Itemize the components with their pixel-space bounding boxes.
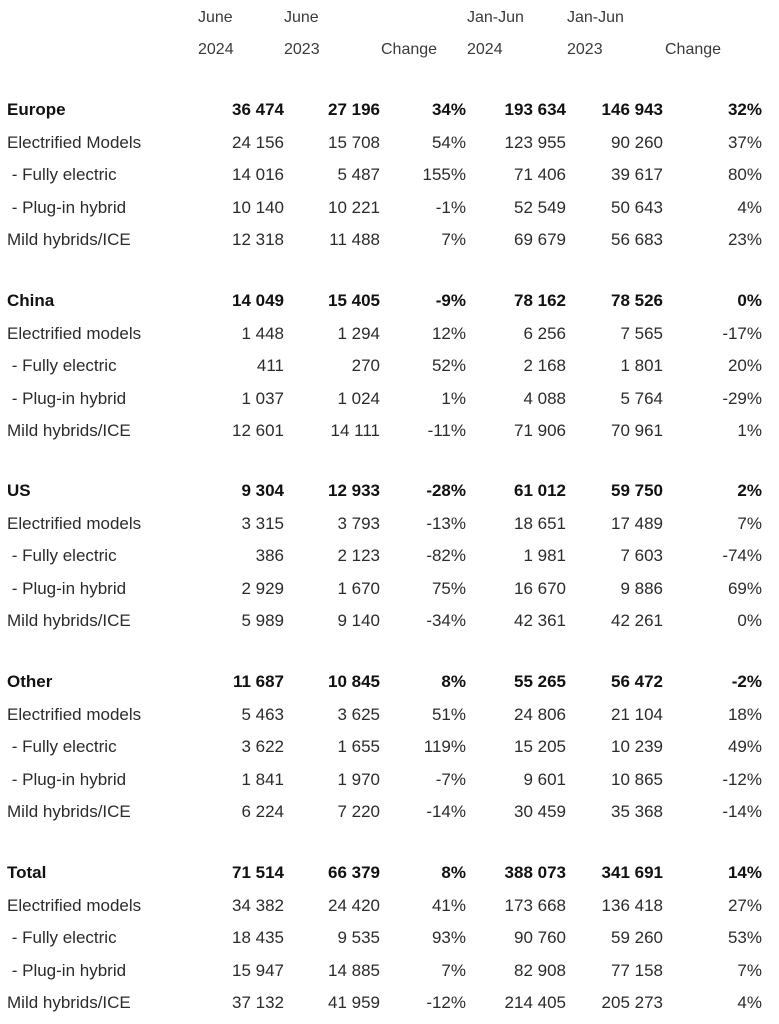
cell-june-2024: 1 037 bbox=[241, 388, 284, 408]
cell-june-2023: 1 670 bbox=[337, 578, 380, 598]
cell-june-2024: 3 315 bbox=[241, 513, 284, 533]
cell-janjun-2024: 82 908 bbox=[514, 960, 566, 980]
cell-janjun-2024: 16 670 bbox=[514, 578, 566, 598]
cell-june-2023: 1 655 bbox=[337, 737, 380, 757]
table-row bbox=[0, 98, 779, 122]
cell-june-2024: 24 156 bbox=[232, 132, 284, 152]
cell-janjun-2023: 5 764 bbox=[620, 388, 663, 408]
table-row bbox=[0, 479, 779, 503]
row-label: - Plug-in hybrid bbox=[7, 769, 127, 789]
row-label: US bbox=[7, 481, 31, 500]
row-label: Mild hybrids/ICE bbox=[7, 421, 131, 441]
cell-janjun-2024: 6 256 bbox=[523, 323, 566, 343]
header-janjun-2024-line1: Jan-Jun bbox=[467, 9, 524, 26]
cell-janjun-2023: 10 239 bbox=[611, 737, 663, 757]
cell-june-2024: 5 463 bbox=[241, 704, 284, 724]
cell-june-2024: 11 687 bbox=[232, 672, 284, 691]
cell-june-2023: 9 535 bbox=[337, 928, 380, 948]
row-label: China bbox=[7, 291, 55, 310]
table-row bbox=[0, 289, 779, 313]
cell-june-2023: 10 845 bbox=[328, 672, 380, 691]
row-label: - Fully electric bbox=[7, 928, 117, 948]
cell-june-2024: 12 601 bbox=[232, 421, 284, 441]
cell-janjun-change: 20% bbox=[727, 356, 762, 376]
cell-june-change: 75% bbox=[431, 578, 466, 598]
cell-june-change: 8% bbox=[441, 863, 466, 882]
cell-june-2023: 270 bbox=[351, 356, 380, 376]
header-janjun-2023-line1: Jan-Jun bbox=[567, 9, 624, 26]
header-janjun-change: Change bbox=[665, 41, 722, 58]
row-label: - Fully electric bbox=[7, 546, 117, 566]
cell-june-2023: 27 196 bbox=[328, 100, 380, 119]
header-janjun-2023-line2: 2023 bbox=[567, 41, 603, 58]
cell-june-2024: 12 318 bbox=[232, 230, 284, 250]
cell-janjun-2024: 9 601 bbox=[523, 769, 566, 789]
cell-june-change: 93% bbox=[431, 928, 466, 948]
table-row bbox=[0, 354, 779, 378]
table-row bbox=[0, 228, 779, 252]
cell-june-2024: 6 224 bbox=[241, 802, 284, 822]
header-june-change: Change bbox=[381, 41, 438, 58]
cell-janjun-2023: 59 260 bbox=[611, 928, 663, 948]
cell-june-2023: 9 140 bbox=[337, 611, 380, 631]
cell-janjun-2024: 214 405 bbox=[504, 993, 566, 1013]
table-row bbox=[0, 894, 779, 918]
cell-janjun-change: 23% bbox=[727, 230, 762, 250]
cell-june-2023: 10 221 bbox=[328, 197, 380, 217]
cell-june-2024: 34 382 bbox=[232, 895, 284, 915]
table-row bbox=[0, 800, 779, 824]
cell-janjun-change: 53% bbox=[727, 928, 762, 948]
cell-june-2023: 2 123 bbox=[337, 546, 380, 566]
cell-janjun-2024: 388 073 bbox=[504, 863, 566, 882]
cell-june-2023: 24 420 bbox=[328, 895, 380, 915]
cell-janjun-2024: 15 205 bbox=[514, 737, 566, 757]
row-label: Europe bbox=[7, 100, 66, 119]
cell-janjun-2024: 71 906 bbox=[514, 421, 566, 441]
header-june-2024-line1: June bbox=[198, 9, 233, 26]
cell-janjun-change: -12% bbox=[722, 769, 762, 789]
cell-june-change: -34% bbox=[426, 611, 466, 631]
cell-june-2024: 1 448 bbox=[241, 323, 284, 343]
cell-janjun-2023: 59 750 bbox=[611, 481, 663, 500]
table-row bbox=[0, 387, 779, 411]
cell-janjun-change: 37% bbox=[727, 132, 762, 152]
row-label: Electrified models bbox=[7, 513, 142, 533]
cell-june-2023: 7 220 bbox=[337, 802, 380, 822]
cell-june-change: -82% bbox=[426, 546, 466, 566]
cell-june-2024: 5 989 bbox=[241, 611, 284, 631]
cell-janjun-change: 32% bbox=[727, 100, 762, 119]
table-row bbox=[0, 735, 779, 759]
cell-janjun-change: 49% bbox=[727, 737, 762, 757]
cell-janjun-change: 1% bbox=[737, 421, 762, 441]
cell-janjun-change: 7% bbox=[737, 960, 762, 980]
row-label: Electrified Models bbox=[7, 132, 142, 152]
cell-june-2023: 41 959 bbox=[328, 993, 380, 1013]
cell-june-2023: 1 970 bbox=[337, 769, 380, 789]
cell-june-2023: 14 885 bbox=[328, 960, 380, 980]
cell-janjun-2023: 56 472 bbox=[611, 672, 663, 691]
cell-janjun-2024: 173 668 bbox=[504, 895, 566, 915]
cell-janjun-2023: 10 865 bbox=[611, 769, 663, 789]
cell-june-change: -1% bbox=[435, 197, 466, 217]
cell-june-2024: 14 016 bbox=[232, 165, 284, 185]
cell-janjun-2024: 24 806 bbox=[514, 704, 566, 724]
cell-janjun-2024: 4 088 bbox=[523, 388, 566, 408]
cell-june-2024: 9 304 bbox=[241, 481, 284, 500]
cell-june-change: -13% bbox=[426, 513, 466, 533]
cell-june-change: -28% bbox=[426, 481, 466, 500]
cell-janjun-change: 18% bbox=[727, 704, 762, 724]
cell-janjun-2024: 61 012 bbox=[514, 481, 566, 500]
row-label: Mild hybrids/ICE bbox=[7, 802, 131, 822]
cell-janjun-change: -17% bbox=[722, 323, 762, 343]
row-label: Total bbox=[7, 863, 47, 882]
cell-janjun-2024: 90 760 bbox=[514, 928, 566, 948]
cell-june-2023: 3 793 bbox=[337, 513, 380, 533]
table-row bbox=[0, 703, 779, 727]
cell-june-change: -12% bbox=[426, 993, 466, 1013]
row-label: Electrified models bbox=[7, 323, 142, 343]
cell-june-change: 41% bbox=[431, 895, 466, 915]
table-row bbox=[0, 419, 779, 443]
cell-janjun-2023: 35 368 bbox=[611, 802, 663, 822]
cell-janjun-2024: 69 679 bbox=[514, 230, 566, 250]
cell-june-change: 51% bbox=[431, 704, 466, 724]
cell-june-2023: 11 488 bbox=[329, 230, 380, 250]
cell-janjun-2023: 42 261 bbox=[611, 611, 663, 631]
cell-june-change: 119% bbox=[423, 737, 466, 757]
cell-june-2024: 2 929 bbox=[241, 578, 284, 598]
cell-janjun-2023: 136 418 bbox=[601, 895, 663, 915]
cell-june-2023: 15 708 bbox=[328, 132, 380, 152]
cell-janjun-change: 2% bbox=[737, 481, 762, 500]
cell-june-change: -11% bbox=[427, 421, 466, 441]
cell-june-2024: 411 bbox=[256, 356, 284, 376]
header-janjun-2024-line2: 2024 bbox=[467, 41, 503, 58]
table-row bbox=[0, 577, 779, 601]
table-row bbox=[0, 991, 779, 1015]
cell-june-2024: 15 947 bbox=[232, 960, 284, 980]
cell-janjun-2023: 90 260 bbox=[611, 132, 663, 152]
row-label: Electrified models bbox=[7, 704, 142, 724]
cell-june-change: 7% bbox=[441, 960, 466, 980]
cell-janjun-2023: 77 158 bbox=[611, 960, 663, 980]
cell-janjun-change: -14% bbox=[722, 802, 762, 822]
cell-janjun-2023: 146 943 bbox=[601, 100, 663, 119]
cell-janjun-2024: 78 162 bbox=[514, 291, 566, 310]
cell-june-change: -9% bbox=[435, 291, 466, 310]
header-june-2023-line2: 2023 bbox=[284, 41, 320, 58]
cell-janjun-2024: 1 981 bbox=[523, 546, 566, 566]
cell-janjun-2024: 2 168 bbox=[523, 356, 566, 376]
cell-janjun-2023: 341 691 bbox=[601, 863, 663, 882]
cell-janjun-2023: 78 526 bbox=[611, 291, 663, 310]
cell-janjun-2023: 205 273 bbox=[601, 993, 663, 1013]
cell-janjun-2023: 56 683 bbox=[611, 230, 663, 250]
cell-june-2024: 36 474 bbox=[232, 100, 284, 119]
cell-june-2023: 1 294 bbox=[337, 323, 380, 343]
cell-janjun-2024: 71 406 bbox=[514, 165, 566, 185]
cell-janjun-change: 4% bbox=[737, 197, 762, 217]
cell-janjun-2023: 17 489 bbox=[611, 513, 663, 533]
row-label: - Fully electric bbox=[7, 356, 117, 376]
row-label: Mild hybrids/ICE bbox=[7, 230, 131, 250]
header-june-2023-line1: June bbox=[284, 9, 319, 26]
table-row bbox=[0, 512, 779, 536]
cell-janjun-2024: 193 634 bbox=[504, 100, 566, 119]
cell-janjun-2024: 18 651 bbox=[514, 513, 566, 533]
cell-june-change: 155% bbox=[422, 165, 466, 185]
row-label: - Plug-in hybrid bbox=[7, 960, 127, 980]
row-label: - Fully electric bbox=[7, 737, 117, 757]
table-row bbox=[0, 959, 779, 983]
cell-june-change: 54% bbox=[431, 132, 466, 152]
cell-june-change: 8% bbox=[441, 672, 466, 691]
cell-janjun-2024: 55 265 bbox=[514, 672, 566, 691]
cell-june-change: 52% bbox=[431, 356, 466, 376]
row-label: - Plug-in hybrid bbox=[7, 388, 127, 408]
cell-janjun-change: 27% bbox=[727, 895, 762, 915]
table-row bbox=[0, 544, 779, 568]
cell-janjun-change: 0% bbox=[737, 611, 762, 631]
row-label: - Plug-in hybrid bbox=[7, 197, 127, 217]
cell-june-2023: 15 405 bbox=[328, 291, 380, 310]
cell-june-2023: 3 625 bbox=[337, 704, 380, 724]
cell-june-2024: 18 435 bbox=[232, 928, 284, 948]
cell-janjun-change: 4% bbox=[737, 993, 762, 1013]
header-june-2024-line2: 2024 bbox=[198, 41, 234, 58]
table-row bbox=[0, 861, 779, 885]
cell-janjun-2023: 50 643 bbox=[611, 197, 663, 217]
cell-janjun-2023: 7 603 bbox=[620, 546, 663, 566]
cell-janjun-change: 7% bbox=[737, 513, 762, 533]
cell-janjun-change: -29% bbox=[722, 388, 762, 408]
row-label: Other bbox=[7, 672, 53, 691]
cell-june-2024: 37 132 bbox=[232, 993, 284, 1013]
cell-june-2024: 3 622 bbox=[241, 737, 284, 757]
table-row bbox=[0, 926, 779, 950]
cell-janjun-change: 80% bbox=[727, 165, 762, 185]
row-label: Mild hybrids/ICE bbox=[7, 993, 131, 1013]
cell-june-change: 7% bbox=[441, 230, 466, 250]
cell-janjun-2023: 21 104 bbox=[611, 704, 663, 724]
cell-janjun-change: 69% bbox=[727, 578, 762, 598]
cell-june-2024: 71 514 bbox=[232, 863, 284, 882]
cell-june-2024: 1 841 bbox=[241, 769, 284, 789]
cell-janjun-2023: 70 961 bbox=[611, 421, 663, 441]
cell-june-2024: 14 049 bbox=[232, 291, 284, 310]
row-label: Mild hybrids/ICE bbox=[7, 611, 131, 631]
table-row bbox=[0, 609, 779, 633]
cell-janjun-2024: 42 361 bbox=[514, 611, 566, 631]
table-row bbox=[0, 163, 779, 187]
cell-june-2023: 1 024 bbox=[337, 388, 380, 408]
cell-june-2024: 386 bbox=[255, 546, 284, 566]
table-row bbox=[0, 768, 779, 792]
table-row bbox=[0, 196, 779, 220]
cell-june-2023: 5 487 bbox=[337, 165, 380, 185]
cell-june-change: -7% bbox=[435, 769, 466, 789]
cell-june-2023: 66 379 bbox=[328, 863, 380, 882]
cell-janjun-2024: 123 955 bbox=[504, 132, 566, 152]
cell-june-2024: 10 140 bbox=[232, 197, 284, 217]
cell-janjun-change: 0% bbox=[737, 291, 762, 310]
cell-june-change: -14% bbox=[426, 802, 466, 822]
cell-june-change: 12% bbox=[431, 323, 466, 343]
cell-janjun-change: -74% bbox=[722, 546, 762, 566]
cell-june-2023: 12 933 bbox=[328, 481, 380, 500]
cell-janjun-2023: 1 801 bbox=[620, 356, 663, 376]
cell-janjun-2024: 52 549 bbox=[514, 197, 566, 217]
cell-janjun-change: 14% bbox=[727, 863, 762, 882]
cell-janjun-2023: 9 886 bbox=[620, 578, 663, 598]
cell-june-change: 34% bbox=[431, 100, 466, 119]
cell-janjun-change: -2% bbox=[731, 672, 762, 691]
row-label: - Fully electric bbox=[7, 165, 117, 185]
cell-janjun-2023: 7 565 bbox=[620, 323, 663, 343]
table-row bbox=[0, 670, 779, 694]
row-label: - Plug-in hybrid bbox=[7, 578, 127, 598]
table-row bbox=[0, 131, 779, 155]
row-label: Electrified models bbox=[7, 895, 142, 915]
table-row bbox=[0, 322, 779, 346]
cell-june-change: 1% bbox=[441, 388, 466, 408]
cell-janjun-2023: 39 617 bbox=[611, 165, 663, 185]
cell-janjun-2024: 30 459 bbox=[514, 802, 566, 822]
cell-june-2023: 14 111 bbox=[330, 421, 380, 441]
